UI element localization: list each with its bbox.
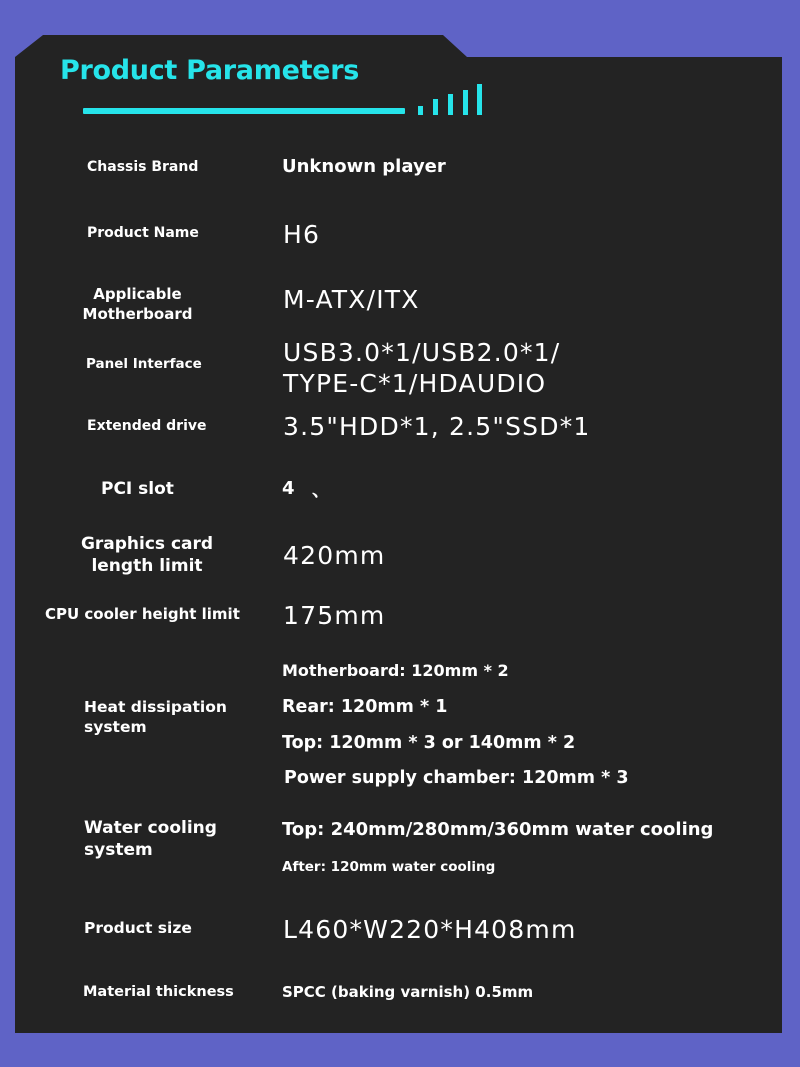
panel-interface-value-line1: USB3.0*1/USB2.0*1/ xyxy=(283,338,561,367)
heat-dissipation-value-1: Motherboard: 120mm * 2 xyxy=(282,661,509,680)
water-cooling-label-line2: system xyxy=(84,840,153,860)
product-name-value: H6 xyxy=(283,220,321,249)
chassis-brand-value: Unknown player xyxy=(282,156,446,177)
cpu-cooler-label: CPU cooler height limit xyxy=(45,605,240,623)
heat-dissipation-label-line1: Heat dissipation xyxy=(84,698,227,716)
heat-dissipation-value-3: Top: 120mm * 3 or 140mm * 2 xyxy=(282,733,576,753)
applicable-motherboard-label-line1: Applicable xyxy=(93,285,182,303)
graphics-card-value: 420mm xyxy=(283,541,386,570)
material-thickness-label: Material thickness xyxy=(83,984,234,1000)
graphics-card-label xyxy=(78,533,216,577)
heat-dissipation-label-line2: system xyxy=(84,718,147,736)
extended-drive-value: 3.5"HDD*1, 2.5"SSD*1 xyxy=(283,412,591,441)
heat-dissipation-value-4: Power supply chamber: 120mm * 3 xyxy=(284,768,629,788)
water-cooling-label xyxy=(84,817,217,861)
panel-interface-label: Panel Interface xyxy=(86,356,202,372)
graphics-card-label-line2: length limit xyxy=(91,556,203,576)
graphics-card-label-line1: Graphics card xyxy=(80,534,214,554)
water-cooling-label-line1: Water cooling xyxy=(84,818,217,838)
product-size-value: L460*W220*H408mm xyxy=(283,915,577,944)
title-underline xyxy=(83,108,405,114)
cpu-cooler-value: 175mm xyxy=(283,601,386,630)
chassis-brand-label: Chassis Brand xyxy=(87,159,199,175)
signal-bars-icon xyxy=(416,84,486,115)
applicable-motherboard-label-line2: Motherboard xyxy=(82,305,193,323)
pci-slot-mark: 、 xyxy=(312,480,330,501)
page-title: Product Parameters xyxy=(60,55,359,86)
material-thickness-value: SPCC (baking varnish) 0.5mm xyxy=(282,983,534,1001)
heat-dissipation-label xyxy=(84,697,227,737)
pci-slot-value: 4 xyxy=(282,478,295,499)
water-cooling-value-2: After: 120mm water cooling xyxy=(282,859,496,875)
extended-drive-label: Extended drive xyxy=(87,418,207,434)
product-size-label: Product size xyxy=(84,919,192,937)
panel-interface-value-line2: TYPE-C*1/HDAUDIO xyxy=(283,369,547,398)
applicable-motherboard-value: M-ATX/ITX xyxy=(283,285,420,314)
water-cooling-value-1: Top: 240mm/280mm/360mm water cooling xyxy=(282,819,714,840)
pci-slot-label: PCI slot xyxy=(101,479,174,499)
product-name-label: Product Name xyxy=(87,225,199,241)
applicable-motherboard-label xyxy=(80,284,195,324)
heat-dissipation-value-2: Rear: 120mm * 1 xyxy=(282,697,448,717)
